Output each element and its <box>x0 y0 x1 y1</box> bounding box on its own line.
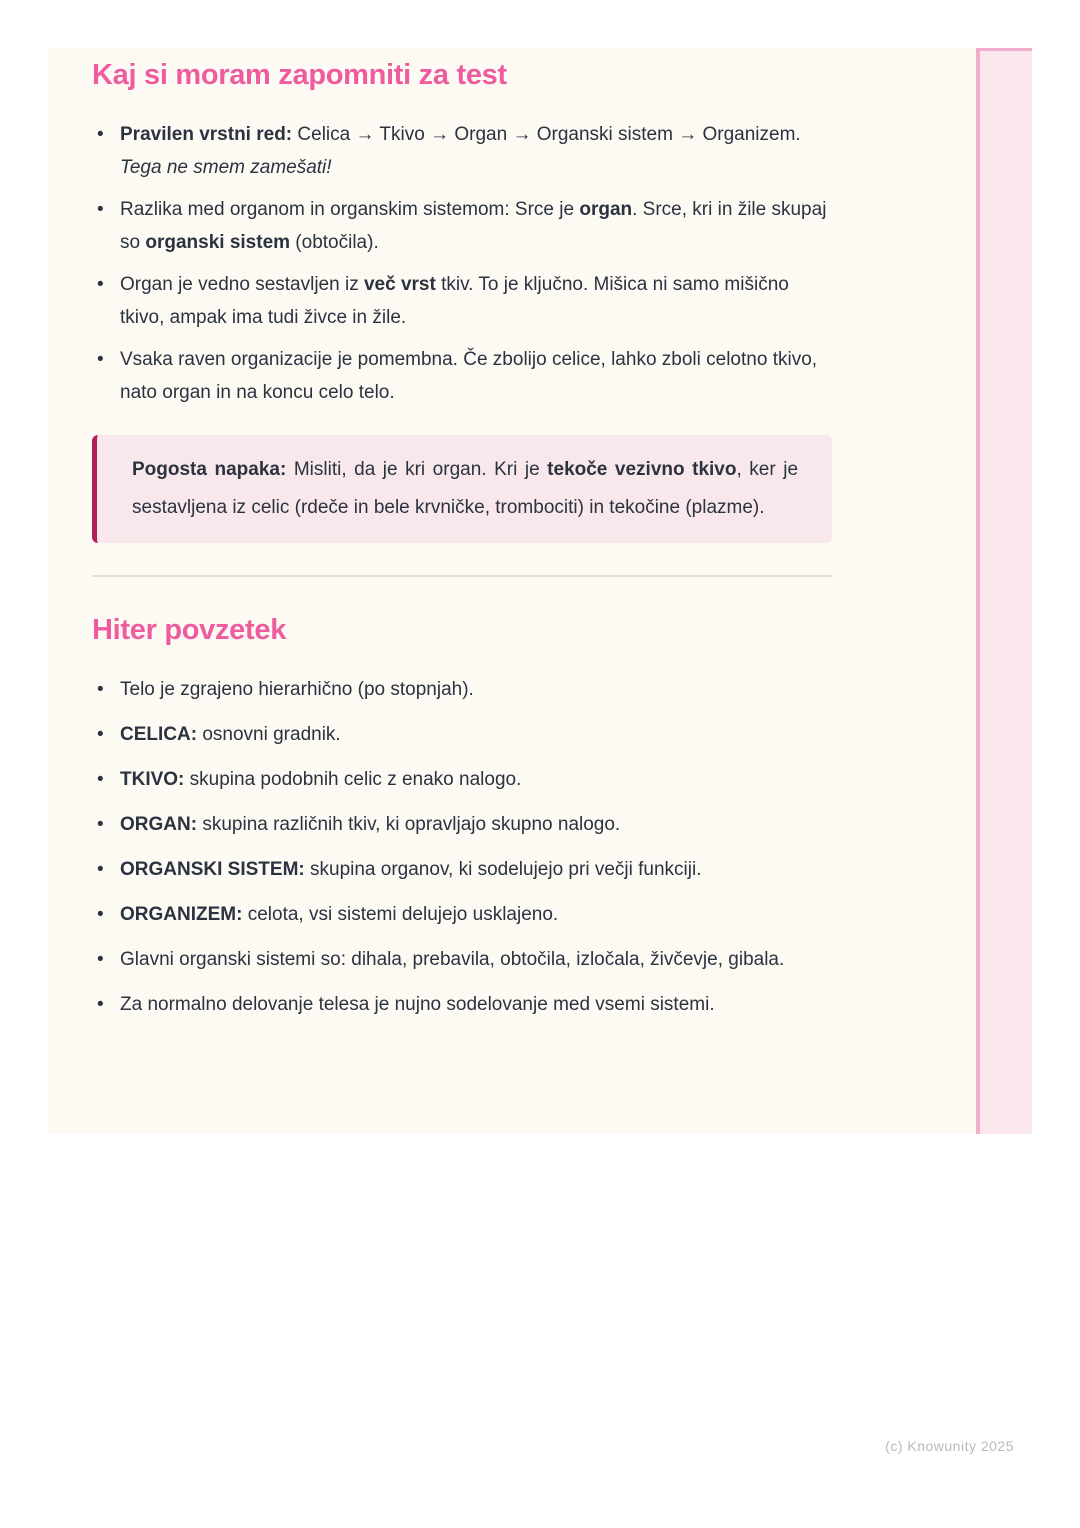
text-segment: organ <box>579 199 633 220</box>
text-segment: Celica → Tkivo → Organ → Organski sistem → Organizem. <box>292 124 801 145</box>
notes-card <box>48 48 1032 1134</box>
list-item <box>92 763 832 796</box>
common-mistake-callout <box>92 435 832 543</box>
section-title-summary: Hiter povzetek <box>92 614 287 646</box>
text-segment: tkiv. To je ključno. Mišica ni samo mišično tkivo, ampak ima tudi živce in žile. <box>120 274 789 328</box>
text-segment: TKIVO: <box>120 769 185 790</box>
summary-bullet-list <box>92 673 832 1021</box>
text-segment: celota, vsi sistemi delujejo usklajeno. <box>242 904 559 925</box>
list-item <box>92 268 832 334</box>
text-segment: Za normalno delovanje telesa je nujno sodelovanje med vsemi sistemi. <box>120 994 715 1015</box>
section-divider <box>92 575 832 577</box>
list-item <box>92 193 832 259</box>
copyright-footer: (c) Knowunity 2025 <box>885 1438 1014 1454</box>
list-item <box>92 808 832 841</box>
notes-content <box>48 48 832 1021</box>
text-segment: CELICA: <box>120 724 198 745</box>
list-item <box>92 673 832 706</box>
text-segment: Vsaka raven organizacije je pomembna. Če zbolijo celice, lahko zboli celotno tkivo, nato organ in na koncu celo telo. <box>120 349 818 403</box>
text-segment: ORGANIZEM: <box>120 904 243 925</box>
list-item <box>92 988 832 1021</box>
list-item <box>92 853 832 886</box>
test-bullet-list <box>92 118 832 409</box>
text-segment: Tega ne smem zamešati! <box>120 157 332 178</box>
text-segment: Misliti, da je kri organ. Kri je <box>286 459 548 480</box>
list-item <box>92 943 832 976</box>
decorative-pink-strip <box>976 48 1032 1134</box>
text-segment: skupina podobnih celic z enako nalogo. <box>184 769 522 790</box>
text-segment: . Srce, kri in žile skupaj so <box>120 199 827 253</box>
text-segment: ORGAN: <box>120 814 198 835</box>
callout-text <box>132 451 798 527</box>
text-segment: Pogosta napaka: <box>132 459 287 480</box>
list-item <box>92 118 832 184</box>
text-segment: (obtočila). <box>290 232 379 253</box>
text-segment: organski sistem <box>145 232 291 253</box>
list-item <box>92 718 832 751</box>
text-segment: Organ je vedno sestavljen iz <box>120 274 364 295</box>
text-segment: osnovni gradnik. <box>197 724 341 745</box>
text-segment: tekoče vezivno tkivo <box>547 459 737 480</box>
text-segment: ORGANSKI SISTEM: <box>120 859 305 880</box>
text-segment: Razlika med organom in organskim sistemom: Srce je <box>120 199 580 220</box>
text-segment: skupina različnih tkiv, ki opravljajo skupno nalogo. <box>197 814 621 835</box>
text-segment: Pravilen vrstni red: <box>120 124 293 145</box>
list-item <box>92 343 832 409</box>
list-item <box>92 898 832 931</box>
text-segment: , ker je sestavljena iz celic (rdeče in bele krvničke, trombociti) in tekočine (plazme). <box>132 459 799 518</box>
text-segment: Glavni organski sistemi so: dihala, prebavila, obtočila, izločala, živčevje, gibala. <box>120 949 785 970</box>
section-title-test: Kaj si moram zapomniti za test <box>92 59 507 91</box>
text-segment: Telo je zgrajeno hierarhično (po stopnjah). <box>120 679 474 700</box>
text-segment: skupina organov, ki sodelujejo pri večji funkciji. <box>304 859 702 880</box>
text-segment: več vrst <box>363 274 436 295</box>
